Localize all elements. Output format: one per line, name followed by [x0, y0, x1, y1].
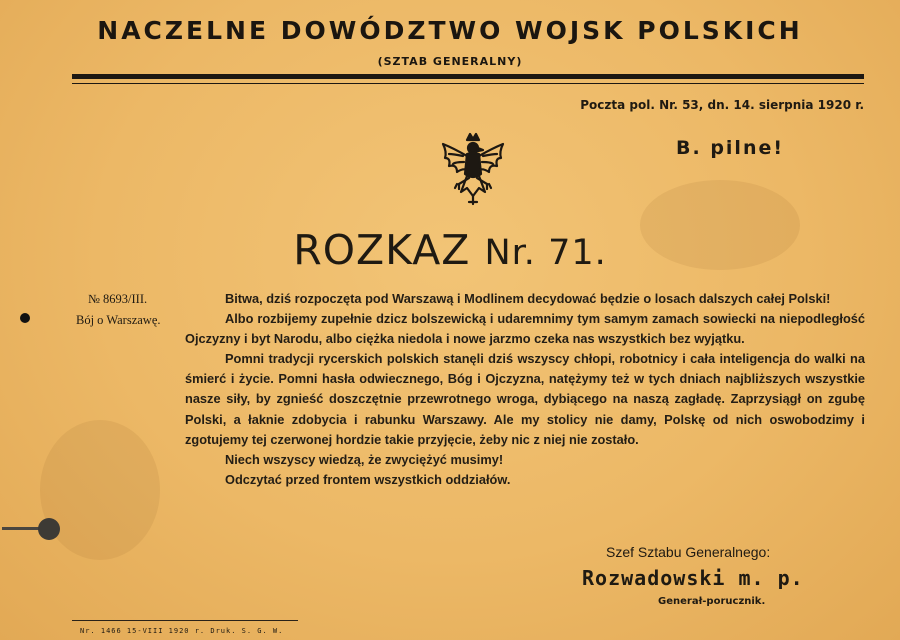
- document-header-title: NACZELNE DOWÓDZTWO WOJSK POLSKICH: [97, 16, 803, 45]
- body-paragraph-1: Bitwa, dziś rozpoczęta pod Warszawą i Modlinem decydować będzie o losach dalszych całej Polski!: [225, 291, 831, 306]
- body-paragraph-3-part-a: Pomni tradycji rycerskich polskich stanęli dziś wszyscy chłopi, robotnicy i cała inteligencja do walki na śmierć i życie. Pomni hasła odwiecznego,: [185, 351, 865, 387]
- punch-hole: [38, 518, 60, 540]
- order-body: [185, 289, 865, 490]
- closing-line-2: Odczytać przed frontem wszystkich oddziałów.: [225, 471, 511, 487]
- order-title-word: ROZKAZ: [293, 226, 471, 274]
- closing-line-1: Niech wszyscy wiedzą, że zwyciężyć musimy!: [225, 451, 504, 467]
- body-paragraph-2: Albo rozbijemy zupełnie dzicz bolszewicką i udaremnimy tym samym zamach sowiecki na niepodległość Ojczyzny i byt Narodu, albo ciężka niedola i nowe jarzmo czeka nas wszystkich bez wyjątku.: [185, 311, 865, 347]
- body-paragraph-3: [185, 349, 865, 449]
- reference-number: № 8693/III.: [88, 292, 148, 306]
- order-number: Nr. 71.: [484, 233, 607, 273]
- punch-hole-tear: [2, 527, 42, 530]
- order-title: [0, 226, 900, 274]
- document-header-subtitle: (SZTAB GENERALNY): [377, 55, 523, 68]
- paper-stain: [40, 420, 160, 560]
- signature-rank: Generał-porucznik.: [658, 596, 766, 607]
- body-paragraph-3-part-b: , natężymy też w tych dniach najbliższych wszystkie nasze siły, by zgnieść doszczętnie przewrotnego wroga, dybiącego na naszą zagładę. Zaprzysiągł on zgubę Polski, a łaknie zdobycia i rabunku Warszawy. Ale my stolicy nie damy, Polskę od nich oswobodzimy i zgotujemy tej czerwonej hordzie takie przyjęcie, żeby nic z niej nie zostało.: [185, 371, 866, 447]
- header-rule-thin: [72, 83, 864, 84]
- motto: Bóg i Ojczyzna: [447, 371, 541, 387]
- reference-subject: Bój o Warszawę.: [76, 313, 161, 327]
- print-note: Nr. 1466 15-VIII 1920 r. Druk. S. G. W.: [80, 627, 284, 635]
- header-rule-thick: [72, 74, 864, 79]
- polish-eagle-emblem-icon: [437, 130, 509, 210]
- punch-hole: [20, 313, 30, 323]
- footer-rule: [72, 620, 298, 621]
- urgency-mark: B. pilne!: [676, 137, 785, 159]
- signature-name: Rozwadowski m. p.: [582, 566, 804, 590]
- signature-role: Szef Sztabu Generalnego:: [606, 544, 771, 560]
- post-date-line: Poczta pol. Nr. 53, dn. 14. sierpnia 1920 r.: [580, 98, 864, 112]
